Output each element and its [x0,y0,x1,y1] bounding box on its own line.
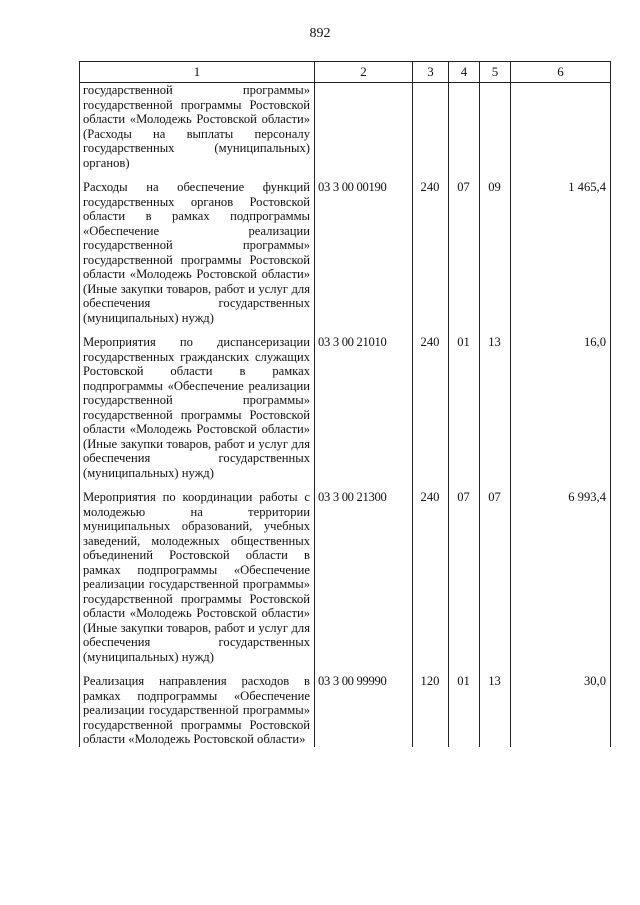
budget-table [79,61,611,747]
row-expense-type: 240 [413,325,449,480]
row-description: Мероприятия по координации работы с молодежью на территории муниципальных образований, учебных заведений, молодежных общественных объединений Ростовской области в рамках подпрограммы «Обеспечение реализации государственной программы» государственной программы Ростовской области «Молодежь Ростовской области» (Иные закупки товаров, работ и услуг для обеспечения государственных (муниципальных) нужд) [80,480,315,664]
row-expense-type: 120 [413,664,449,747]
row-subsection: 13 [480,325,511,480]
row-section: 07 [449,480,480,664]
row-target-code: 03 3 00 00190 [315,170,413,325]
row-description: государственной программы» государственной программы Ростовской области «Молодежь Ростовской области» (Расходы на выплаты персоналу государственных (муниципальных) органов) [80,83,315,171]
row-section: 07 [449,170,480,325]
page-number: 892 [309,26,331,41]
row-description: Расходы на обеспечение функций государственных органов Ростовской области в рамках подпрограммы «Обеспечение реализации государственной программы» государственной программы Ростовской области «Молодежь Ростовской области» (Иные закупки товаров, работ и услуг для обеспечения государственных (муниципальных) нужд) [80,170,315,325]
row-amount: 1 465,4 [511,170,611,325]
table-row [80,325,611,480]
row-target-code: 03 3 00 99990 [315,664,413,747]
column-header-3: 3 [413,62,449,83]
row-expense-type: 240 [413,170,449,325]
table-header-row [80,62,611,83]
row-target-code: 03 3 00 21010 [315,325,413,480]
row-subsection: 07 [480,480,511,664]
row-subsection [480,83,511,171]
row-section: 01 [449,664,480,747]
column-header-4: 4 [449,62,480,83]
row-subsection: 13 [480,664,511,747]
table-row [80,170,611,325]
row-target-code [315,83,413,171]
row-amount: 16,0 [511,325,611,480]
column-header-2: 2 [315,62,413,83]
row-amount [511,83,611,171]
table-row [80,664,611,747]
row-section: 01 [449,325,480,480]
row-expense-type [413,83,449,171]
table-row [80,83,611,171]
row-amount: 6 993,4 [511,480,611,664]
row-description: Реализация направления расходов в рамках подпрограммы «Обеспечение реализации государственной программы» государственной программы Ростовской области «Молодежь Ростовской области» [80,664,315,747]
row-expense-type: 240 [413,480,449,664]
table-row [80,480,611,664]
row-amount: 30,0 [511,664,611,747]
column-header-5: 5 [480,62,511,83]
row-target-code: 03 3 00 21300 [315,480,413,664]
row-description: Мероприятия по диспансеризации государственных гражданских служащих Ростовской области в рамках подпрограммы «Обеспечение реализации государственной программы» государственной программы Ростовской области «Молодежь Ростовской области» (Иные закупки товаров, работ и услуг для обеспечения государственных (муниципальных) нужд) [80,325,315,480]
row-section [449,83,480,171]
row-subsection: 09 [480,170,511,325]
column-header-1: 1 [80,62,315,83]
column-header-6: 6 [511,62,611,83]
